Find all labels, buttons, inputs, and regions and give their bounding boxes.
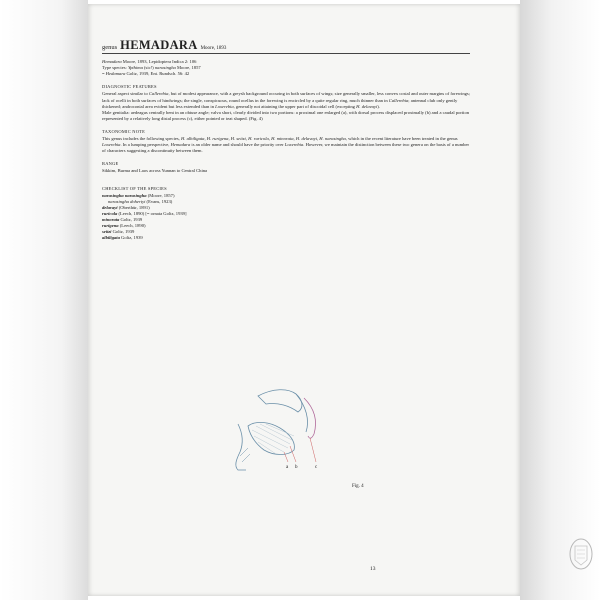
right-page-edge xyxy=(520,0,600,600)
diagnostic-paragraph-1: General aspect similar to Callerebia, but of modest appearance, with a greysh background occuring in both surfaces of wings; size generally smaller, less convex costal and outer margins of forewings; lack of ocelli in both surfaces of hindwings; the single, conspicuous, round ocellus in the forewing is encircled by a quite regular ring, much thinner than in Callerebia; antennal club only gently thickened; androconial area evident but less extended than in Loxerebia, generally not attaining the upper part of discoidal cell (excepting H. delavayi). xyxy=(102,91,470,109)
diagnostic-section xyxy=(102,84,470,122)
checklist-item: minorata Goltz, 1939 xyxy=(102,216,143,222)
left-page-edge xyxy=(0,0,88,600)
intro-line-3: = Hedamara Goltz, 1939, Ent. Rundsch. 56: 42 xyxy=(102,71,190,77)
checklist-item: albiligata Goltz, 1939 xyxy=(102,235,143,241)
figure-caption: Fig. 4 xyxy=(352,484,364,489)
taxonomic-section xyxy=(102,129,470,154)
fig-label-a: a xyxy=(286,465,289,470)
genus-author: Moore, 1893 xyxy=(200,46,227,51)
checklist-item: narasingha dohertyi (Evans, 1923) xyxy=(108,198,173,204)
range-section xyxy=(102,161,470,174)
valva-shape xyxy=(248,422,294,454)
range-text: Sikkim, Burma and Laos across Yunnan to Central China xyxy=(102,168,208,174)
page-content xyxy=(102,38,470,241)
checklist-item: delavayi (Oberthür, 1891) xyxy=(102,204,150,210)
genus-word: genus xyxy=(102,44,118,51)
taxonomic-heading: TAXONOMIC NOTE xyxy=(102,128,146,134)
intro-block xyxy=(102,59,470,77)
diagnostic-paragraph-2: Male genitalia: aedeagus centrally bent in an obtuse angle; valva short, clearly divided into two portions: a proximal one enlarged (a), with dorsal process displaced proximally (b) and a caudal portion represented by a relatively long distal process (c), either pointed or teat shaped. (Fig. 4) xyxy=(102,109,470,121)
fig-label-c: c xyxy=(315,465,318,470)
genitalia-figure xyxy=(218,386,418,486)
taxonomic-paragraph: This genus includes the following species, H. albiligata, H. rurigena, H. seitzi, H. ruricola, H. minorata, H. delavayi, H. narasingha, which in the recent literature have been treated in the genus Loxerebia. In a lumping perspective, Hemadara is an older name and should have the priority over Loxerebia. However, we maintain the distinction between these two genera on the basis of a number of characters suggesting a discontinuity between them. xyxy=(102,136,470,154)
checklist-item: ruricola (Leech, 1890) [= ornata Goltz, 1939] xyxy=(102,210,187,216)
checklist-item: seitzi Goltz, 1939 xyxy=(102,229,135,235)
aedeagus-shape xyxy=(258,390,302,412)
genus-title: HEMADARA xyxy=(120,38,198,52)
checklist-heading: CHECKLIST OF THE SPECIES xyxy=(102,185,167,191)
page-number: 13 xyxy=(370,566,376,572)
library-seal-stamp xyxy=(568,536,594,572)
range-heading: RANGE xyxy=(102,161,119,167)
book-page xyxy=(88,4,520,596)
checklist-section xyxy=(102,186,470,242)
fig-label-b: b xyxy=(295,465,298,470)
diagnostic-heading: DIAGNOSTIC FEATURES xyxy=(102,84,157,90)
genus-header xyxy=(102,38,470,52)
intro-line-1: Hemadara Moore, 1893, Lepidoptera Indica 2: 106 xyxy=(102,59,197,65)
saccus-shape xyxy=(236,424,246,470)
checklist-item: rurigena (Leech, 1890) xyxy=(102,223,146,229)
distal-process xyxy=(304,398,316,438)
header-rule xyxy=(102,53,470,54)
intro-line-2: Type species: Ypthima (sic!) narasingha Moore, 1857 xyxy=(102,65,201,71)
checklist-item: narasingha narasingha (Moore, 1857) xyxy=(102,192,175,198)
checklist-list xyxy=(102,193,470,242)
